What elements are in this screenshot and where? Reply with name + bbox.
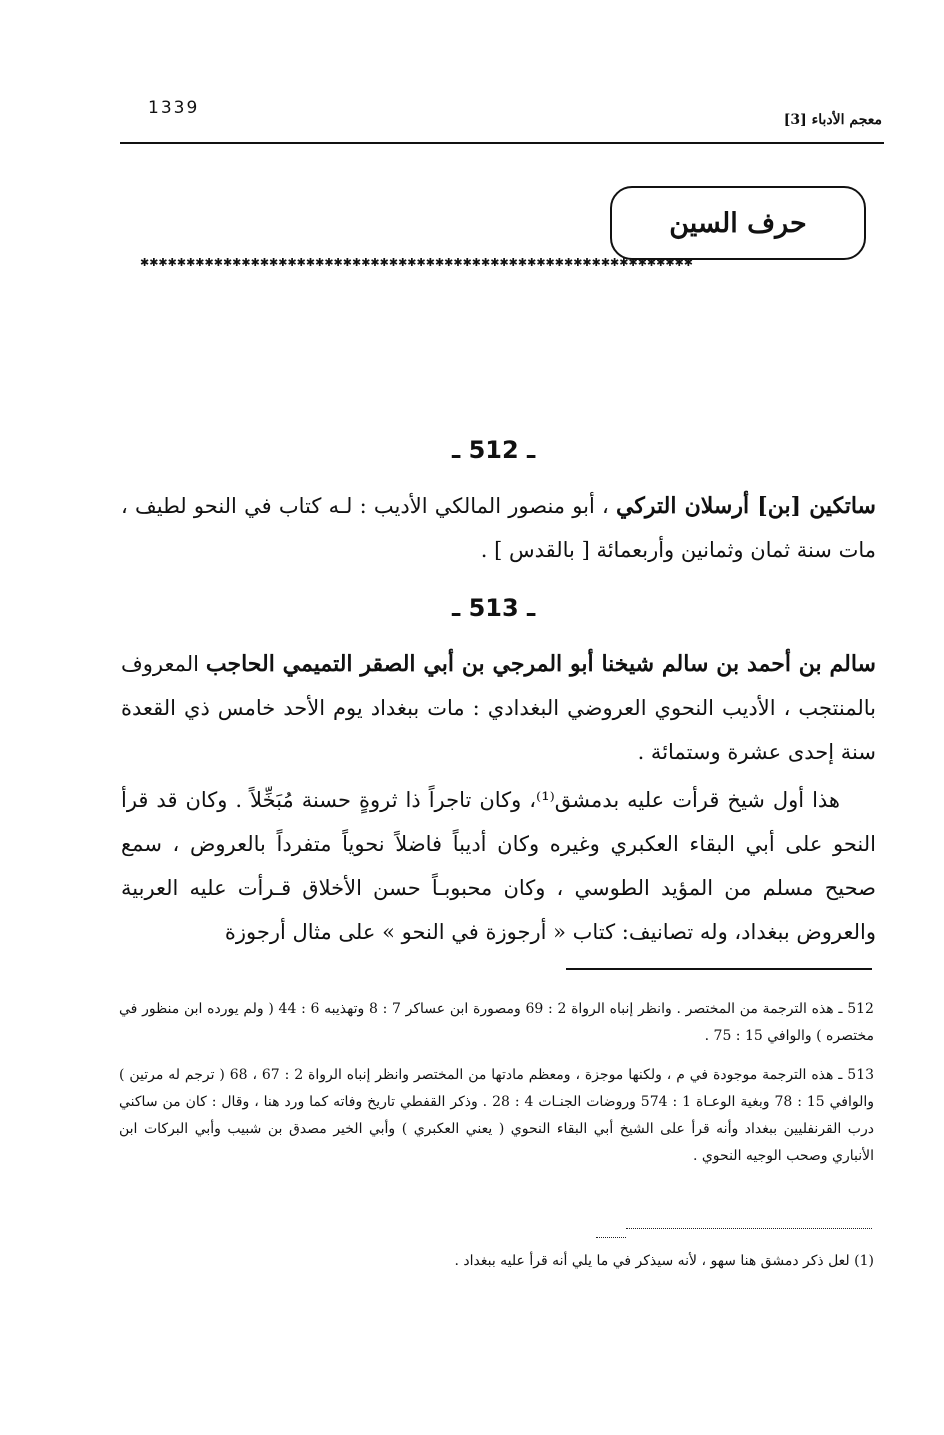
star-ornament-row: ✱✱✱✱✱✱✱✱✱✱✱✱✱✱✱✱✱✱✱✱✱✱✱✱✱✱✱✱✱✱✱✱✱✱✱✱✱✱✱✱✱✱✱✱✱✱✱✱✱✱✱✱✱✱✱✱✱✱✱✱ xyxy=(140,256,694,269)
footnote-rule xyxy=(566,968,872,970)
footnote-513: 513 ـ هذه الترجمة موجودة في م ، ولكنها موجزة ، ومعظم مادتها من المختصر وانظر إنباه الرواة 2 : 67 ، 68 ( ترجم له مرتين ) والوافي 15 : 78 وبغية الوعـاة 1 : 574 وروضات الجنـات 4 : 28 . وذكر القفطي تاريخ وفاته كما ورد هنا ، وقال : كان من ساكني درب القرنفليين ببغداد وأنه قرأ على الشيخ أبي البقاء النحوي ( يعني العكبري ) وأبي الخير مصدق بن شبيب وأبي البركات ابن الأنباري وصحب الوجيه النحوي . xyxy=(119,1067,875,1164)
running-header-title: معجم الأدباء [3] xyxy=(783,112,882,128)
page-number: 1339 xyxy=(148,98,200,118)
entry-name: ساتكين [بن] أرسلان التركي xyxy=(616,493,876,519)
entry-paragraph xyxy=(121,642,876,774)
header-rule xyxy=(120,142,884,144)
chapter-title: حرف السين xyxy=(669,207,807,239)
chapter-title-box xyxy=(610,186,866,260)
footnote-1: (1) لعل ذكر دمشق هنا سهو ، لأنه سيذكر في ما يلي أنه قرأ عليه ببغداد . xyxy=(454,1253,874,1269)
entry-name: سالم بن أحمد بن سالم شيخنا أبو المرجي بن أبي الصقر التميمي الحاجب xyxy=(205,651,876,677)
entry-paragraph: هذا أول شيخ قرأت عليه بدمشق⁽¹⁾، وكان تاجراً ذا ثروةٍ حسنة مُبَخِّلاً . وكان قد قرأ النحو على أبي البقاء العكبري وغيره وكان أديباً فاضلاً نحوياً متفرداً بالعروض ، سمع صحيح مسلم من المؤيد الطوسي ، وكان محبوبـاً حسن الأخلاق قـرأت عليه العربية والعروض ببغداد، وله تصانيف: كتاب « أرجوزة في النحو » على مثال أرجوزة xyxy=(121,788,876,944)
entry-text: المعروف بالمنتجب ، الأديب النحوي العروضي البغدادي : مات ببغداد يوم الأحد خامس ذي القعدة سنة إحدى عشرة وستمائة . xyxy=(121,652,876,764)
entry-text: ، أبو منصور المالكي الأديب : لـه كتاب في النحو لطيف ، مات سنة ثمان وثمانين وأربعمائة [ بالقدس ] . xyxy=(121,494,876,562)
entry-paragraph xyxy=(121,484,876,572)
dotted-separator xyxy=(596,1237,626,1238)
footnote-512: 512 ـ هذه الترجمة من المختصر . وانظر إنباه الرواة 2 : 69 ومصورة ابن عساكر 7 : 8 وتهذيبه 6 : 44 ( ولم يورده ابن منظور في مختصره ) والوافي 15 : 75 . xyxy=(119,1001,874,1044)
entry-number: ـ 512 ـ xyxy=(452,436,536,464)
dotted-separator xyxy=(626,1228,872,1229)
entry-number: ـ 513 ـ xyxy=(452,594,536,622)
